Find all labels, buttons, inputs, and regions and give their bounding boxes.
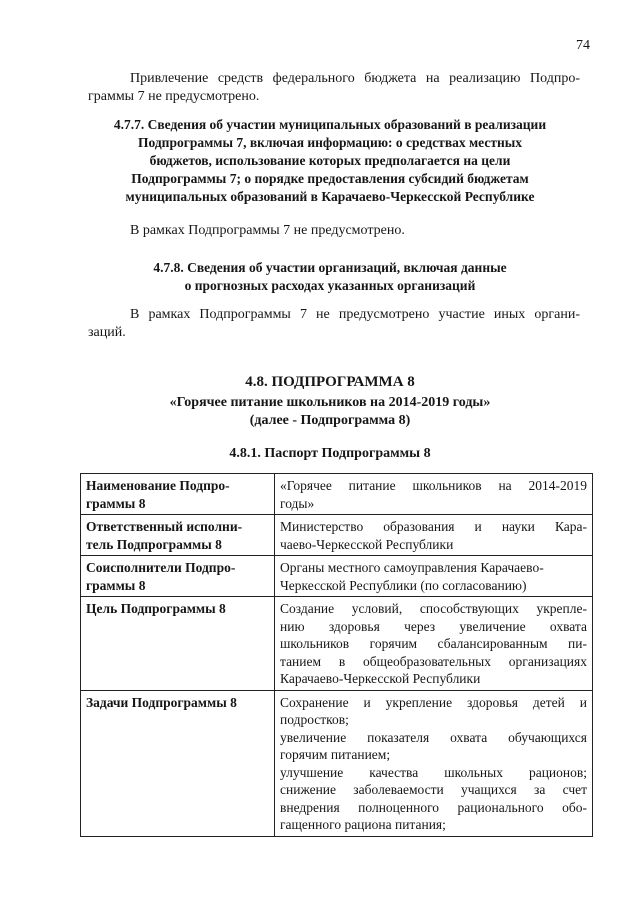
label-line: граммы 8	[86, 577, 146, 593]
heading-line: Подпрограммы 7; о порядке предоставления субсидий бюджетам	[131, 171, 529, 186]
table-row	[81, 597, 593, 691]
value-line: Органы местного самоуправления Карачаево-	[280, 560, 544, 575]
value-line: подростков;	[280, 712, 349, 727]
value-line: «Горячее питание школьников на 2014-2019	[280, 478, 587, 493]
value-line: снижение заболеваемости учащихся за счет	[280, 782, 587, 797]
value-line: нию здоровья через увеличение охвата	[280, 618, 587, 634]
intro-paragraph	[88, 70, 580, 106]
value-line: Министерство образования и науки Кара-	[280, 519, 587, 534]
heading-line: Подпрограммы 7, включая информацию: о средствах местных	[137, 135, 523, 150]
value-line: увеличение показателя охвата обучающихся	[280, 729, 587, 745]
heading-line: бюджетов, использование которых предполагается на цели	[149, 153, 511, 168]
heading-line: о прогнозных расходах указанных организаций	[184, 278, 476, 293]
value-line: Черкесской Республики (по согласованию)	[280, 577, 527, 593]
section-4-7-8-body	[88, 306, 580, 342]
passport-title: 4.8.1. Паспорт Подпрограммы 8	[229, 446, 431, 461]
row-label	[81, 690, 275, 836]
value-line: Создание условий, способствующих укрепле-	[280, 601, 587, 616]
value-line: Карачаево-Черкесской Республики	[280, 671, 481, 686]
section-4-7-7-heading	[60, 116, 600, 206]
value-line: Сохранение и укрепление здоровья детей и	[280, 694, 587, 710]
table-row	[81, 556, 593, 597]
value-line: чаево-Черкесской Республики	[280, 536, 454, 552]
label-line: граммы 8	[86, 495, 146, 511]
value-line: гащенного рациона питания;	[280, 817, 446, 832]
intro-line: Привлечение средств федерального бюджета на реализацию Подпро-	[130, 71, 580, 86]
row-label	[81, 474, 275, 515]
row-label	[81, 556, 275, 597]
body-line: заций.	[88, 325, 126, 340]
row-label	[81, 597, 275, 691]
body-line: В рамках Подпрограммы 7 не предусмотрено.	[130, 223, 405, 238]
label-line: Ответственный исполни-	[86, 519, 243, 534]
value-line: внедрения полноценного рационального обо-	[280, 799, 587, 815]
row-value	[275, 597, 593, 691]
section-4-7-7-body	[130, 222, 580, 240]
heading-line: муниципальных образований в Карачаево-Черкесской Республике	[125, 189, 535, 204]
value-line: горячим питанием;	[280, 747, 391, 762]
value-line: годы»	[280, 495, 315, 511]
intro-line: граммы 7 не предусмотрено.	[88, 89, 260, 104]
heading-line: 4.7.7. Сведения об участии муниципальных образований в реализации	[113, 117, 547, 132]
page-number: 74	[576, 38, 590, 53]
row-value	[275, 690, 593, 836]
table-row	[81, 515, 593, 556]
value-line: школьников горячим сбалансированным пи-	[280, 636, 587, 651]
label-line: Задачи Подпрограммы 8	[86, 694, 237, 710]
section-4-8-subtitle: «Горячее питание школьников на 2014-2019 годы»	[169, 395, 491, 410]
row-label	[81, 515, 275, 556]
label-line: Цель Подпрограммы 8	[86, 601, 226, 616]
table-row	[81, 474, 593, 515]
section-4-8-note: (далее - Подпрограмма 8)	[249, 413, 411, 428]
table-row	[81, 690, 593, 836]
row-value	[275, 556, 593, 597]
label-line: тель Подпрограммы 8	[86, 536, 222, 552]
label-line: Соисполнители Подпро-	[86, 560, 236, 575]
value-line: танием в общеобразовательных организациях	[280, 653, 587, 669]
label-line: Наименование Подпро-	[86, 478, 230, 493]
heading-line: 4.7.8. Сведения об участии организаций, включая данные	[153, 260, 507, 275]
passport-table	[80, 473, 593, 837]
value-line: улучшение качества школьных рационов;	[280, 764, 587, 780]
row-value	[275, 474, 593, 515]
row-value	[275, 515, 593, 556]
section-4-8-title: 4.8. ПОДПРОГРАММА 8	[245, 374, 415, 390]
section-4-7-8-heading	[60, 259, 600, 295]
body-line: В рамках Подпрограммы 7 не предусмотрено участие иных органи-	[130, 307, 580, 322]
